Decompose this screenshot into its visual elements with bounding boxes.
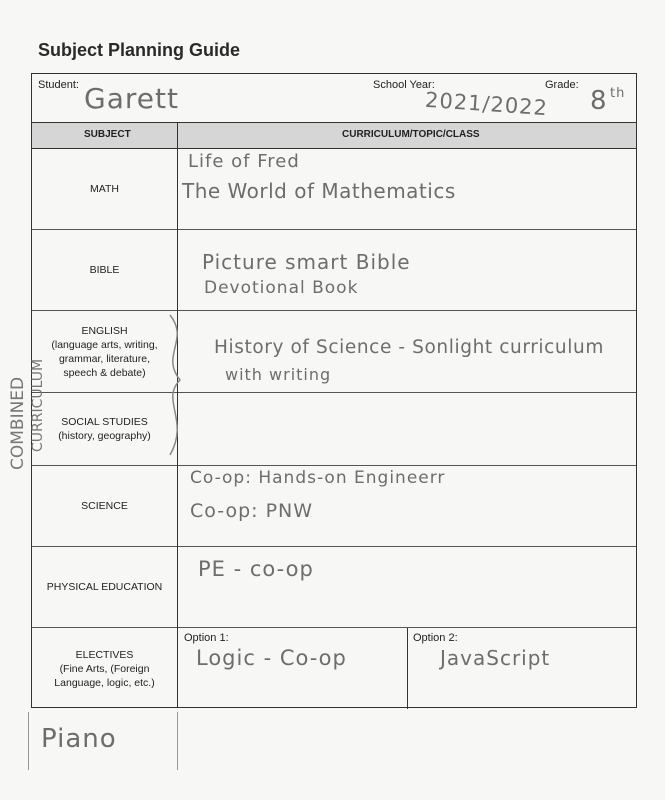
curriculum-entry: The World of Mathematics [182,179,456,203]
table-row [32,311,636,393]
curriculum-note: CURRICULUM [30,358,46,452]
option1-label: Option 1: [184,632,229,644]
curriculum-entry: Co-op: Hands-on Engineerr [190,468,446,488]
grade-value: 8 [590,86,608,116]
combined-curriculum-note [6,320,50,470]
subject-column-header: SUBJECT [84,129,131,140]
page-title: Subject Planning Guide [38,40,241,60]
table-row [32,466,636,547]
grade-label: Grade: [545,79,579,91]
option2-value: JavaScript [440,646,551,670]
school-year-value: 2021/2022 [424,87,549,121]
planning-form [31,73,637,708]
subject-cell: SCIENCE [81,500,128,512]
table-row [32,230,636,311]
option-divider [407,628,408,709]
subject-cell: MATH [90,183,119,195]
curriculum-entry: History of Science - Sonlight curriculum [214,337,604,358]
table-row [32,149,636,230]
piano-note-box [28,712,178,770]
electives-row [32,628,636,709]
curriculum-entry: Co-op: PNW [190,500,314,522]
curriculum-entry: Devotional Book [204,278,359,298]
option2-label: Option 2: [413,632,458,644]
subject-cell: ENGLISH (language arts, writing, grammar, literature, speech & debate) [51,324,158,379]
piano-note: Piano [41,724,117,754]
curriculum-entry: PE - co-op [198,557,314,581]
table-row [32,393,636,466]
curriculum-entry: with writing [225,365,332,384]
subject-cell: PHYSICAL EDUCATION [46,581,163,593]
bracket-mark [150,310,190,460]
header-info-row [32,74,636,123]
subject-cell: SOCIAL STUDIES (history, geography) [58,416,151,442]
column-headers [32,123,636,149]
option1-value: Logic - Co-op [196,646,347,670]
curriculum-entry: Picture smart Bible [202,250,411,274]
grade-suffix: th [610,86,626,101]
combined-note: COMBINED [8,376,28,470]
curriculum-entry: Life of Fred [188,151,300,172]
student-label: Student: [38,79,79,91]
student-value: Garett [84,82,179,115]
subject-cell: ELECTIVES (Fine Arts, (Foreign Language, logic, etc.) [54,648,155,689]
curriculum-column-header: CURRICULUM/TOPIC/CLASS [342,129,480,140]
table-row [32,547,636,628]
school-year-label: School Year: [373,79,435,91]
subject-cell: BIBLE [89,264,120,276]
